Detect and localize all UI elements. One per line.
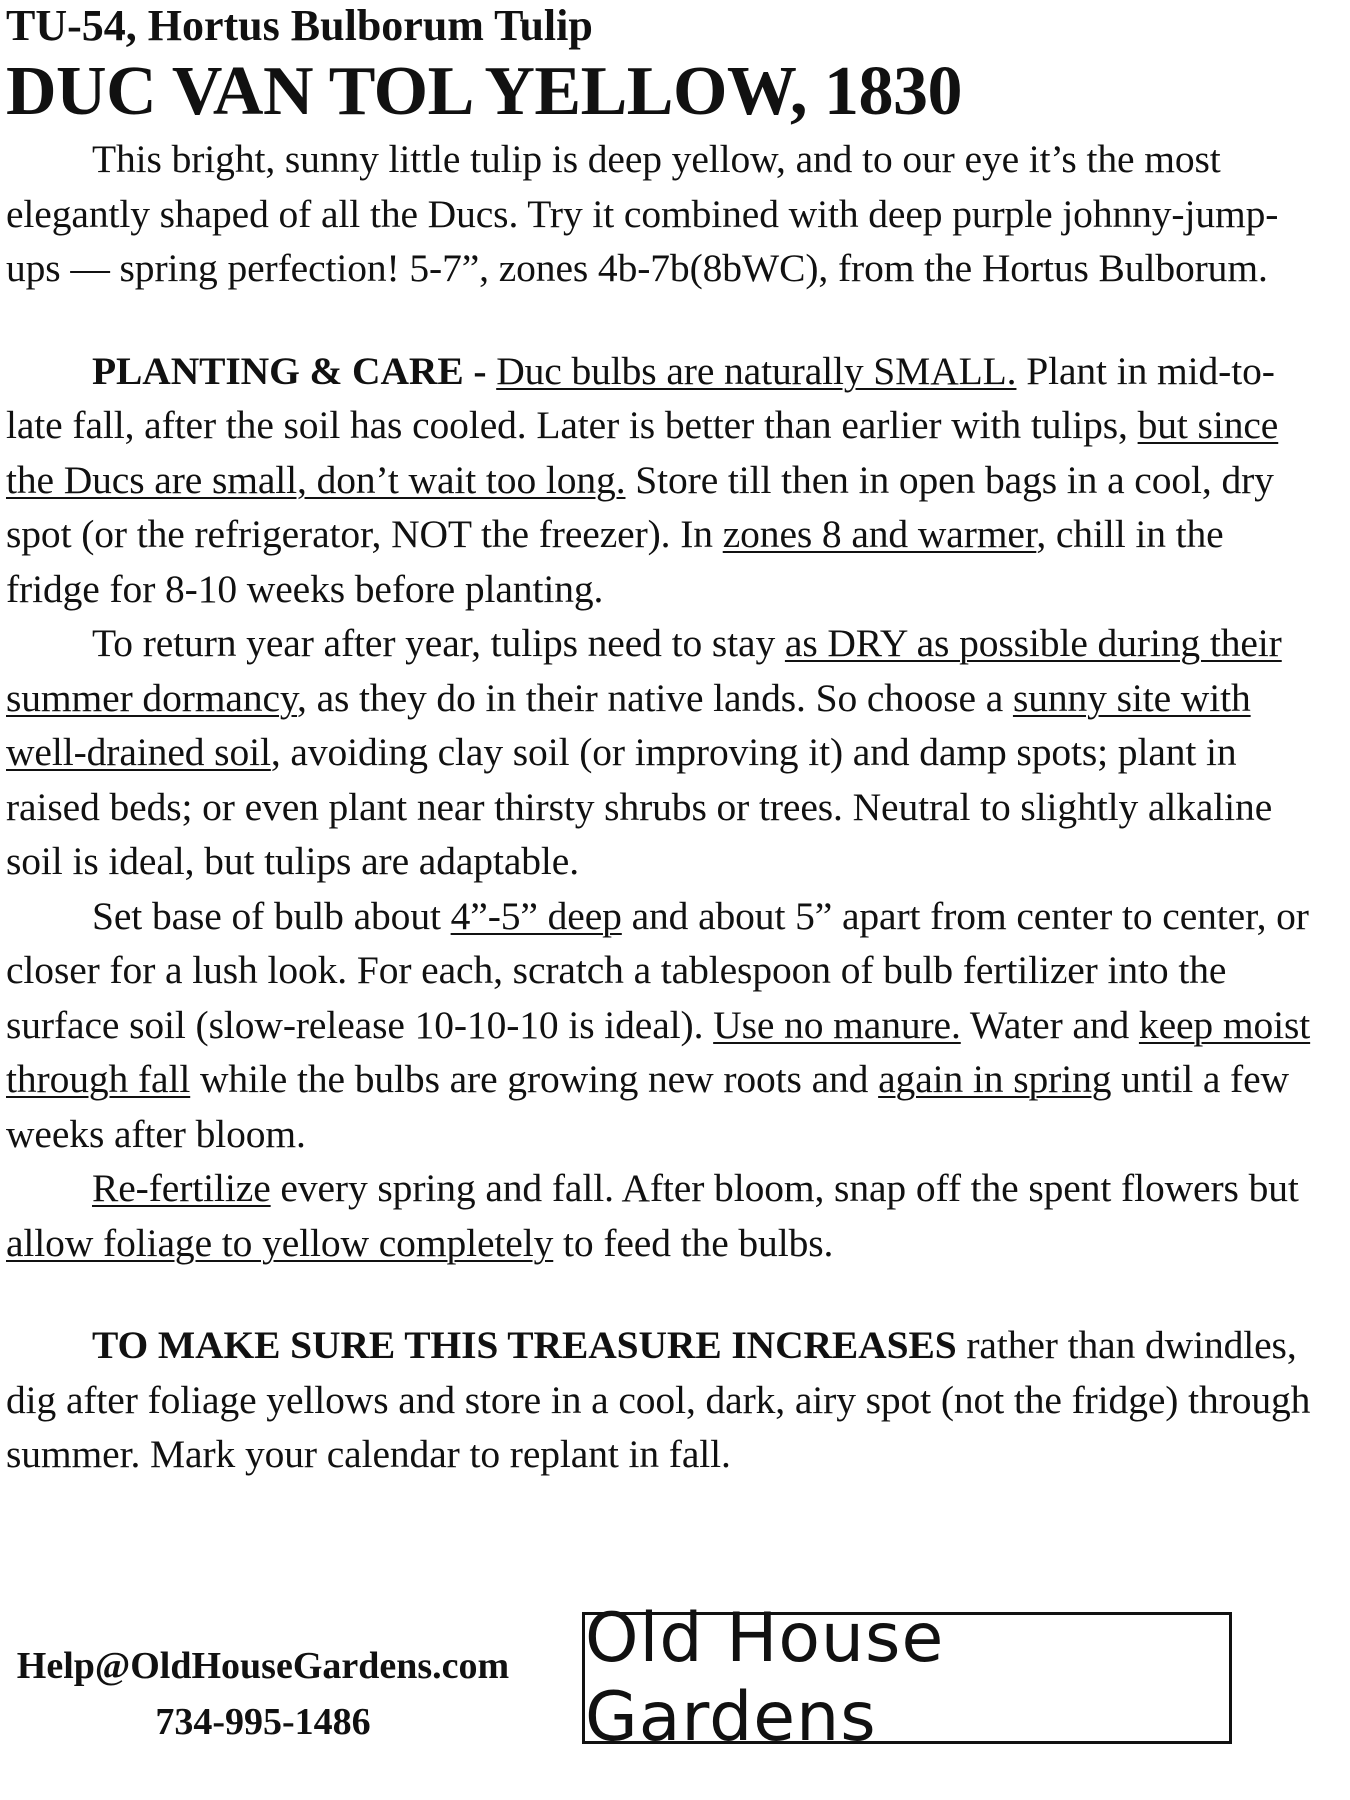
brand-logo-text: Old House Gardens [585,1599,945,1757]
brand-logo [582,1599,1232,1757]
treasure-paragraph [6,1318,1326,1482]
paragraph-text: rather than dwindles, dig after foliage yellows and store in a cool, dark, airy spot (not the fridge) through summer. Mark your calendar to replant in fall. [6,1323,1311,1476]
paragraph-text: until a few weeks after bloom. [6,1057,1289,1156]
instruction-sheet [6,0,1326,1482]
underlined-phrase: as DRY as possible during their summer dormancy [6,621,1282,720]
paragraph-text: Store till then in open bags in a cool, dry spot (or the refrigerator, NOT the freezer). In [6,457,1274,556]
paragraph-text: Plant in mid-to-late fall, after the soil has cooled. Later is better than earlier with tulips, [6,348,1275,447]
paragraph-text: , chill in the fridge for 8-10 weeks before planting. [6,512,1224,611]
page-title: DUC VAN TOL YELLOW, 1830 [6,53,963,130]
treasure-heading: TO MAKE SURE THIS TREASURE INCREASES [92,1323,957,1367]
contact-email[interactable]: Help@OldHouseGardens.com [16,1645,510,1687]
dormancy-paragraph [6,616,1326,889]
underlined-phrase: zones 8 and warmer [722,512,1037,556]
underlined-phrase: sunny site with well-drained soil [6,675,1251,774]
planting-depth-paragraph [6,889,1326,1162]
underlined-phrase: but since the Ducs are small, don’t wait too long. [6,403,1279,502]
underlined-phrase: Use no manure. [713,1002,961,1047]
paragraph-text: while the bulbs are growing new roots and [190,1057,879,1101]
intro-text: This bright, sunny little tulip is deep yellow, and to our eye it’s the most elegantly shaped of all the Ducs. Try it combined with deep purple johnny-jump-ups — spring perfection! 5-7”, zones 4b-7b(8bWC), from the Hortus Bulborum. [6,137,1279,290]
underlined-phrase: keep moist through fall [6,1002,1311,1101]
planting-care-paragraph [6,344,1326,617]
footer [0,1599,1350,1762]
intro-paragraph [6,132,1326,296]
underlined-phrase: allow foliage to yellow completely [6,1220,554,1265]
paragraph-text: , as they do in their native lands. So choose a [297,675,1013,720]
product-code-line: TU-54, Hortus Bulborum Tulip [6,1,593,50]
paragraph-text: , avoiding clay soil (or improving it) and damp spots; plant in raised beds; or even plant near thirsty shrubs or trees. Neutral to slightly alkaline soil is ideal, but tulips are adaptable. [6,730,1273,883]
paragraph-text: to feed the bulbs. [553,1220,834,1265]
contact-phone: 734-995-1486 [155,1701,371,1743]
paragraph-text: Water and [960,1002,1139,1047]
underlined-phrase: again in spring [878,1057,1112,1101]
contact-block [8,1638,518,1750]
planting-care-heading: PLANTING & CARE - [92,348,497,393]
paragraph-text: To return year after year, tulips need to stay [92,621,785,665]
underlined-phrase: Duc bulbs are naturally SMALL. [496,348,1017,393]
underlined-phrase: Re-fertilize [92,1166,271,1210]
refertilize-paragraph [6,1161,1326,1270]
paragraph-text: every spring and fall. After bloom, snap off the spent flowers but [270,1166,1299,1210]
paragraph-text: Set base of bulb about [92,893,451,938]
underlined-phrase: 4”-5” deep [450,893,622,938]
paragraph-text: and about 5” apart from center to center, or closer for a lush look. For each, scratch a tablespoon of bulb fertilizer into the surface soil (slow-release 10-10-10 is ideal). [6,893,1309,1047]
